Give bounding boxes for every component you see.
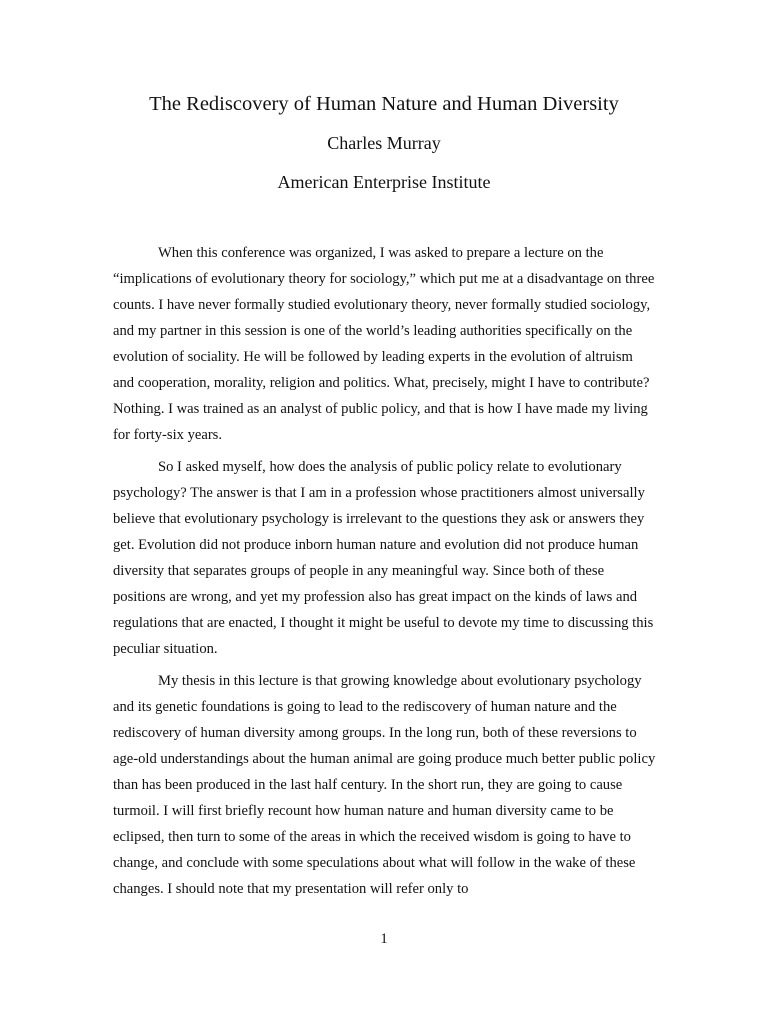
- paragraph-1: When this conference was organized, I was asked to prepare a lecture on the “implications of evolutionary theory for sociology,” which put me at a disadvantage on three counts. I have never formally studied evolutionary theory, never formally studied sociology, and my partner in this session is one of the world’s leading authorities specifically on the evolution of sociality. He will be followed by leading experts in the evolution of altruism and cooperation, morality, religion and politics. What, precisely, might I have to contribute? Nothing. I was trained as an analyst of public policy, and that is how I have made my living for forty-six years.: [113, 245, 655, 443]
- author-name: Charles Murray: [327, 133, 441, 153]
- author-affiliation: American Enterprise Institute: [277, 172, 491, 192]
- page-number: 1: [380, 931, 388, 947]
- paragraph-2: So I asked myself, how does the analysis of public policy relate to evolutionary psychology? The answer is that I am in a profession whose practitioners almost universally believe that evolutionary psychology is irrelevant to the questions they ask or answers they get. Evolution did not produce inborn human nature and evolution did not produce human diversity that separates groups of people in any meaningful way. Since both of these positions are wrong, and yet my profession also has great impact on the kinds of laws and regulations that are enacted, I thought it might be useful to devote my time to discussing this peculiar situation.: [113, 459, 654, 657]
- document-title: The Rediscovery of Human Nature and Human Diversity: [149, 93, 619, 115]
- paragraph-3: My thesis in this lecture is that growing knowledge about evolutionary psychology and its genetic foundations is going to lead to the rediscovery of human nature and the rediscovery of human diversity among groups. In the long run, both of these reversions to age-old understandings about the human animal are going produce much better public policy than has been produced in the last half century. In the short run, they are going to cause turmoil. I will first briefly recount how human nature and human diversity came to be eclipsed, then turn to some of the areas in which the received wisdom is going to have to change, and conclude with some speculations about what will follow in the wake of these changes. I should note that my presentation will refer only to: [113, 673, 656, 897]
- body-text: [113, 240, 656, 908]
